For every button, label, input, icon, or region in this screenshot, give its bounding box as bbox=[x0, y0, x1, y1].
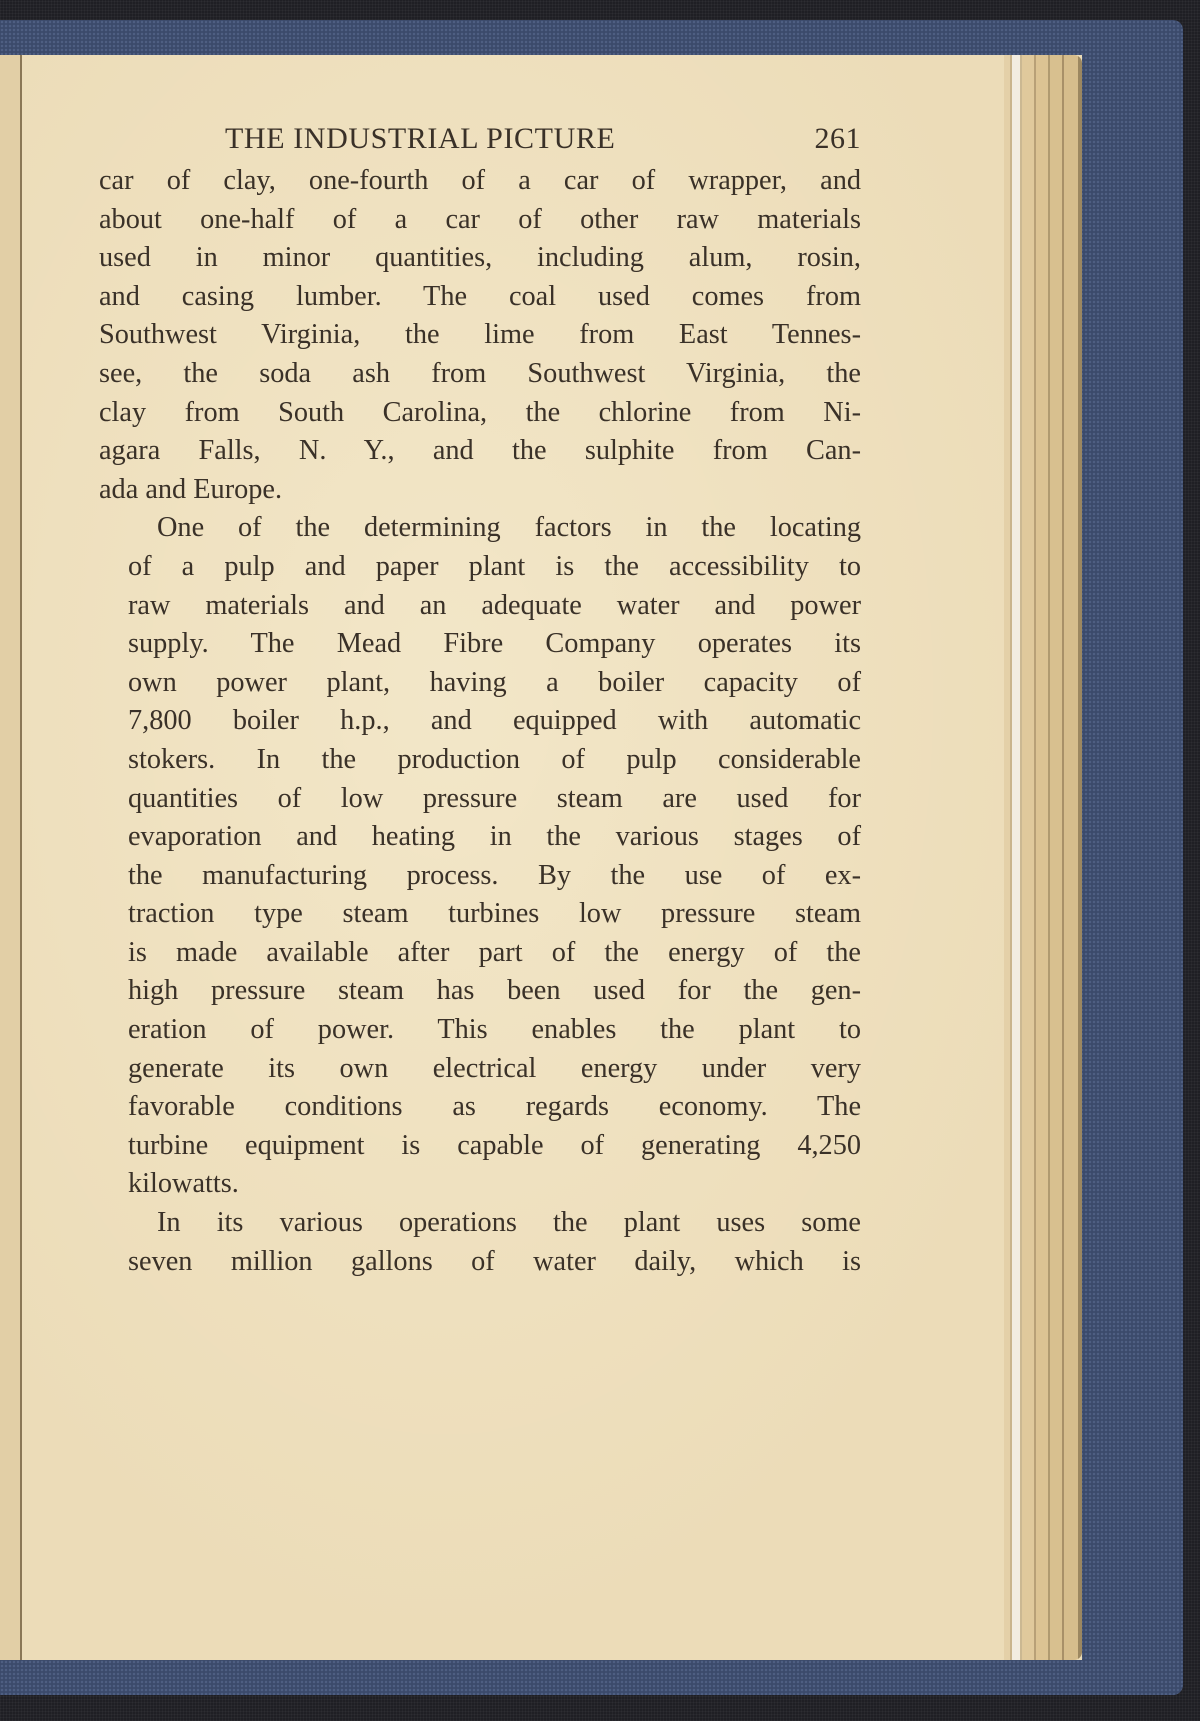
text-line: turbine equipment is capable of generating 4,250 bbox=[128, 1129, 861, 1161]
text-line: In its various operations the plant uses some bbox=[157, 1207, 861, 1239]
text-line: high pressure steam has been used for the gen- bbox=[128, 975, 861, 1007]
paragraph-2 bbox=[99, 509, 861, 1204]
paragraph-3 bbox=[99, 1204, 861, 1281]
text-line: and casing lumber. The coal used comes from bbox=[99, 280, 861, 312]
page-content bbox=[99, 122, 861, 1281]
text-line: ada and Europe. bbox=[99, 473, 283, 505]
text-line: about one-half of a car of other raw materials bbox=[99, 203, 861, 235]
text-line: seven million gallons of water daily, which is bbox=[128, 1245, 861, 1277]
text-line: Southwest Virginia, the lime from East Tennes- bbox=[99, 319, 861, 351]
text-line: own power plant, having a boiler capacity of bbox=[128, 666, 861, 698]
text-line: kilowatts. bbox=[128, 1168, 239, 1200]
page-edges-stack bbox=[1004, 55, 1082, 1660]
paragraph-1 bbox=[99, 162, 861, 509]
text-line: raw materials and an adequate water and power bbox=[128, 589, 861, 621]
body-text bbox=[99, 162, 861, 1281]
facing-page-edge bbox=[0, 55, 22, 1660]
running-head-title: THE INDUSTRIAL PICTURE bbox=[225, 122, 616, 155]
text-line: quantities of low pressure steam are used for bbox=[128, 782, 861, 814]
text-line: supply. The Mead Fibre Company operates its bbox=[128, 628, 861, 660]
text-line: car of clay, one-fourth of a car of wrapper, and bbox=[99, 165, 861, 196]
text-line: traction type steam turbines low pressure steam bbox=[128, 898, 861, 930]
text-line: of a pulp and paper plant is the accessibility to bbox=[128, 550, 861, 582]
text-line: clay from South Carolina, the chlorine from Ni- bbox=[99, 396, 861, 428]
text-line: generate its own electrical energy under very bbox=[128, 1052, 861, 1084]
text-line: One of the determining factors in the locating bbox=[157, 512, 861, 544]
text-line: evaporation and heating in the various stages of bbox=[128, 821, 861, 853]
text-line: eration of power. This enables the plant to bbox=[128, 1014, 861, 1046]
running-head bbox=[99, 122, 861, 156]
text-line: 7,800 boiler h.p., and equipped with automatic bbox=[128, 705, 861, 737]
text-line: is made available after part of the energy of the bbox=[128, 936, 861, 968]
text-line: the manufacturing process. By the use of ex- bbox=[128, 859, 861, 891]
text-line: agara Falls, N. Y., and the sulphite from Can- bbox=[99, 435, 861, 467]
text-line: see, the soda ash from Southwest Virginia, the bbox=[99, 357, 861, 389]
text-line: favorable conditions as regards economy. The bbox=[128, 1091, 861, 1123]
text-line: stokers. In the production of pulp considerable bbox=[128, 743, 861, 775]
page-number: 261 bbox=[814, 122, 861, 155]
text-line: used in minor quantities, including alum, rosin, bbox=[99, 242, 861, 274]
